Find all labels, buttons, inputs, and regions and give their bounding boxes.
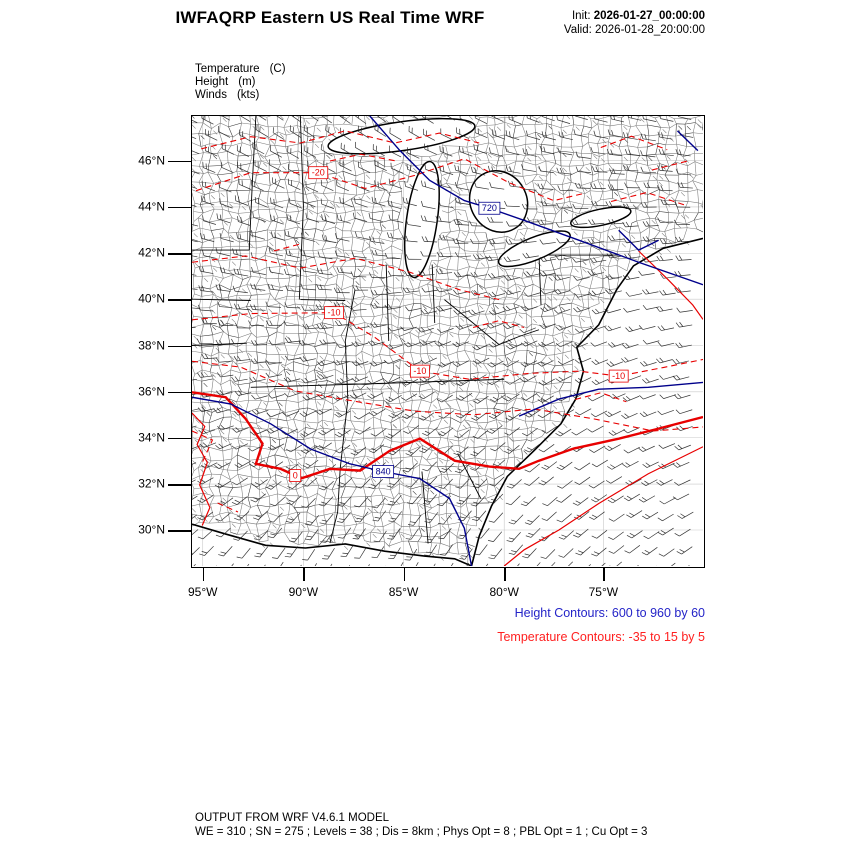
lat-tick-label: 40°N — [138, 291, 165, 306]
map-frame — [138, 115, 705, 599]
lat-tick-label: 32°N — [138, 476, 165, 491]
field-legend — [195, 63, 286, 102]
valid-time — [564, 23, 705, 37]
lat-tick-label: 46°N — [138, 152, 165, 167]
init-label: Init: — [571, 10, 591, 22]
lon-tick-label: 75°W — [588, 585, 619, 599]
model-footer — [195, 812, 647, 839]
valid-label: Valid: — [563, 24, 592, 36]
legend-field-unit: (m) — [238, 76, 256, 88]
lat-tick — [168, 392, 192, 394]
page-title: IWFAQRP Eastern US Real Time WRF — [175, 8, 485, 27]
init-value: 2026-01-27_00:00:00 — [593, 10, 705, 22]
footer-config-line: WE = 310 ; SN = 275 ; Levels = 38 ; Dis = 8km ; Phys Opt = 8 ; PBL Opt = 1 ; Cu Opt = 3 — [195, 825, 648, 838]
legend-field-unit: (C) — [269, 63, 286, 75]
lat-tick-label: 44°N — [138, 199, 165, 214]
legend-field-name: Winds — [195, 89, 227, 101]
legend-row-winds — [195, 89, 286, 102]
height-contour-caption: Height Contours: 600 to 960 by 60 — [514, 606, 705, 620]
lat-tick — [168, 346, 192, 348]
lat-tick-label: 34°N — [138, 430, 165, 445]
lat-tick — [168, 253, 192, 255]
run-info — [564, 9, 705, 37]
lon-tick-label: 90°W — [288, 585, 319, 599]
valid-value: 2026-01-28_20:00:00 — [595, 24, 705, 36]
temperature-contour-caption: Temperature Contours: -35 to 15 by 5 — [497, 630, 705, 644]
lat-tick — [168, 484, 192, 486]
lon-tick — [404, 567, 406, 581]
lat-tick-label: 36°N — [138, 384, 165, 399]
init-time — [564, 9, 705, 23]
lon-tick — [603, 567, 605, 581]
weather-map-canvas — [192, 116, 703, 566]
lat-tick — [168, 299, 192, 301]
legend-field-name: Height — [195, 76, 229, 88]
lat-tick-label: 42°N — [138, 245, 165, 260]
legend-field-unit: (kts) — [236, 89, 260, 101]
lon-tick-label: 80°W — [489, 585, 519, 599]
lon-tick-label: 85°W — [388, 585, 419, 599]
legend-row-temperature — [195, 63, 286, 76]
lat-tick — [168, 438, 192, 440]
lat-tick — [168, 530, 192, 532]
footer-model-line: OUTPUT FROM WRF V4.6.1 MODEL — [195, 812, 390, 824]
lat-tick-label: 30°N — [138, 522, 165, 537]
lat-tick — [168, 207, 192, 209]
lon-tick — [203, 567, 205, 581]
legend-row-height — [195, 76, 286, 89]
lon-tick — [504, 567, 506, 581]
lon-tick — [303, 567, 305, 581]
lon-tick-label: 95°W — [187, 585, 218, 599]
legend-field-name: Temperature — [195, 63, 260, 75]
lat-tick-label: 38°N — [138, 337, 165, 352]
lat-tick — [168, 161, 192, 163]
